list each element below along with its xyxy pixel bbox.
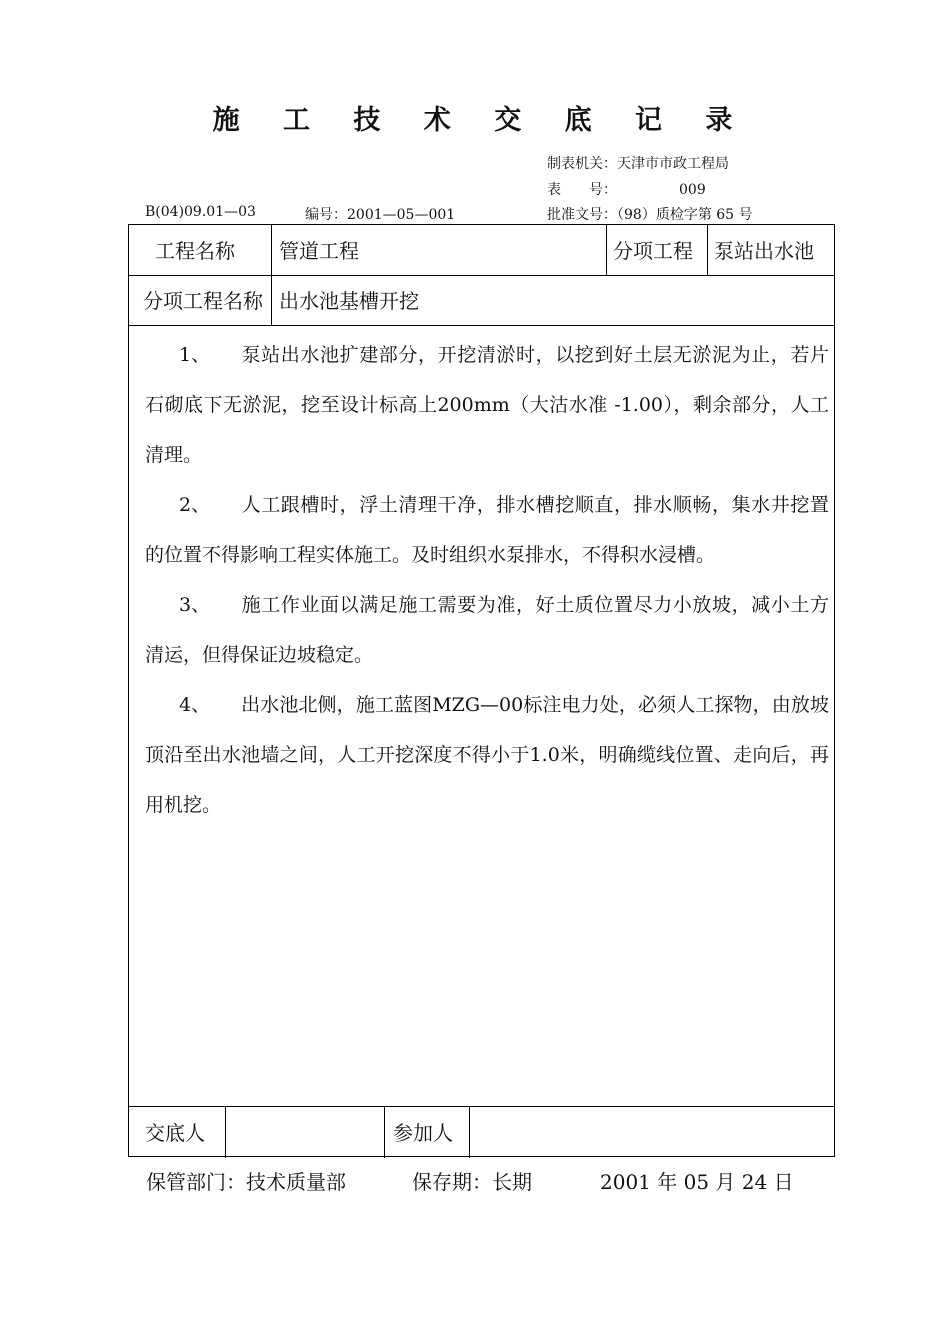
list-item bbox=[145, 330, 829, 480]
list-item bbox=[145, 480, 829, 580]
column-divider bbox=[469, 1106, 470, 1158]
item-text: 施工作业面以满足施工需要为准，好土质位置尽力小放坡，减小土方清运，但得保证边坡稳定。 bbox=[145, 594, 829, 666]
custodian-department: 保管部门：技术质量部 bbox=[146, 1170, 346, 1194]
project-name-label: 工程名称 bbox=[155, 239, 235, 263]
list-item bbox=[145, 580, 829, 680]
presenter-label: 交底人 bbox=[145, 1121, 205, 1145]
item-number: 1、 bbox=[179, 344, 211, 366]
table-number-value: 009 bbox=[679, 182, 706, 198]
subproject-name-label: 分项工程名称 bbox=[143, 289, 263, 313]
row-divider bbox=[129, 325, 834, 326]
disclosure-content bbox=[145, 330, 829, 830]
approval-number: 批准文号：（98）质检字第 65 号 bbox=[547, 207, 753, 223]
column-divider bbox=[606, 225, 607, 275]
subproject-label: 分项工程 bbox=[613, 239, 693, 263]
column-divider bbox=[225, 1106, 226, 1158]
participant-label: 参加人 bbox=[393, 1121, 453, 1145]
column-divider bbox=[707, 225, 708, 275]
item-number: 3、 bbox=[179, 594, 211, 616]
issuing-org: 制表机关：天津市市政工程局 bbox=[547, 156, 729, 172]
table-number-line bbox=[547, 179, 706, 199]
item-text: 出水池北侧，施工蓝图MZG—00标注电力处，必须人工探物，由放坡顶沿至出水池墙之间，人工开挖深度不得小于1.0米，明确缆线位置、走向后，再用机挖。 bbox=[145, 694, 829, 816]
item-number: 2、 bbox=[179, 494, 211, 516]
item-text: 人工跟槽时，浮土清理干净，排水槽挖顺直，排水顺畅，集水井挖置的位置不得影响工程实体施工。及时组织水泵排水，不得积水浸槽。 bbox=[145, 494, 829, 566]
record-date: 2001 年 05 月 24 日 bbox=[600, 1170, 794, 1194]
list-item bbox=[145, 680, 829, 830]
row-divider bbox=[129, 275, 834, 276]
document-title: 施 工 技 术 交 底 记 录 bbox=[212, 105, 750, 136]
column-divider bbox=[384, 1106, 385, 1158]
subproject-value: 泵站出水池 bbox=[714, 239, 814, 263]
project-name-value: 管道工程 bbox=[279, 239, 359, 263]
row-divider bbox=[129, 1106, 834, 1107]
subproject-name-value: 出水池基槽开挖 bbox=[279, 289, 419, 313]
table-number-label: 表 号： bbox=[547, 182, 617, 198]
record-table bbox=[128, 224, 835, 1157]
item-number: 4、 bbox=[179, 694, 211, 716]
column-divider bbox=[271, 225, 272, 325]
retention-period: 保存期：长期 bbox=[412, 1170, 532, 1194]
form-code: B(04)09.01—03 bbox=[145, 204, 256, 220]
serial-number: 编号：2001—05—001 bbox=[305, 207, 456, 223]
item-text: 泵站出水池扩建部分，开挖清淤时，以挖到好土层无淤泥为止，若片石砌底下无淤泥，挖至设计标高上200mm（大沽水准 -1.00），剩余部分，人工清理。 bbox=[145, 344, 829, 466]
